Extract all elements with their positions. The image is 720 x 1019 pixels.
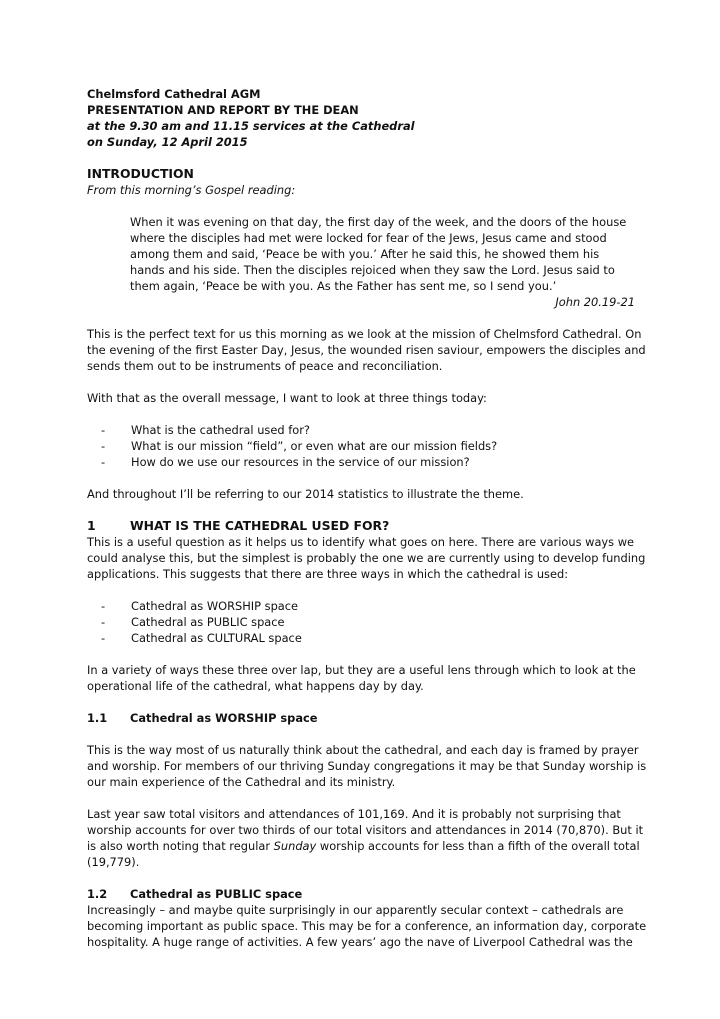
text-run: worship accounts for less than a fifth of the overall total (19,779). (87, 839, 640, 869)
document-header (87, 86, 647, 150)
section-title: WHAT IS THE CATHEDRAL USED FOR? (130, 518, 390, 533)
header-services: at the 9.30 am and 11.15 services at the Cathedral (87, 119, 415, 133)
section-1-1-paragraph-2 (87, 806, 647, 870)
header-date: on Sunday, 12 April 2015 (87, 135, 248, 149)
list-item: - Cathedral as PUBLIC space (101, 614, 647, 630)
section-1-2-paragraph-1: Increasingly – and maybe quite surprisingly in our apparently secular context – cathedrals are becoming important as public space. This may be for a conference, an information day, corporate hospitality. A huge range of activities. A few years’ ago the nave of Liverpool Cathedral was the (87, 903, 647, 949)
section-number: 1.1 (87, 711, 108, 725)
section-1-2-heading (87, 886, 647, 902)
emphasis-text: Sunday (273, 839, 317, 853)
intro-subheading: From this morning’s Gospel reading: (87, 183, 296, 197)
gospel-quote: When it was evening on that day, the first day of the week, and the doors of the house where the disciples had met were locked for fear of the Jews, Jesus came and stood among them and said, ‘Peace be with you.’ After he said this, he showed them his hands and his side. Then the disciples rejoiced when they saw the Lord. Jesus said to them again, ‘Peace be with you. As the Father has sent me, so I send you.’ (130, 215, 627, 293)
intro-paragraph-1: This is the perfect text for us this morning as we look at the mission of Chelmsford Cathedral. On the evening of the first Easter Day, Jesus, the wounded risen saviour, empowers the disciples and sends them out to be instruments of peace and reconciliation. (87, 327, 646, 373)
list-item: - How do we use our resources in the service of our mission? (101, 454, 647, 470)
questions-list (87, 422, 647, 470)
uses-list (87, 598, 647, 646)
gospel-reference: John 20.19-21 (555, 295, 635, 309)
section-1-paragraph-1: This is a useful question as it helps us to identify what goes on here. There are various ways we could analyse this, but the simplest is probably the one we are currently using to develop funding applications. This suggests that there are three ways in which the cathedral is used: (87, 535, 646, 581)
list-item: - Cathedral as CULTURAL space (101, 630, 647, 646)
section-1-1-paragraph-1: This is the way most of us naturally think about the cathedral, and each day is framed by prayer and worship. For members of our thriving Sunday congregations it may be that Sunday worship is our main experience of the Cathedral and its ministry. (87, 743, 647, 789)
intro-paragraph-3: And throughout I’ll be referring to our 2014 statistics to illustrate the theme. (87, 487, 524, 501)
text-run: Last year saw total visitors and attendances of 101,169. And it is probably not surprising that worship accounts for over two thirds of our total visitors and attendances in 2014 (70,870). But it is also worth noting that regular (87, 807, 644, 853)
document-page (87, 86, 647, 950)
section-number: 1.2 (87, 887, 108, 901)
intro-heading: INTRODUCTION (87, 166, 194, 181)
section-title: Cathedral as PUBLIC space (130, 887, 303, 901)
section-1-heading (87, 518, 647, 534)
list-item: - What is the cathedral used for? (101, 422, 647, 438)
section-title: Cathedral as WORSHIP space (130, 711, 318, 725)
list-item: - What is our mission “field”, or even what are our mission fields? (101, 438, 647, 454)
header-title: Chelmsford Cathedral AGM (87, 87, 261, 101)
section-1-1-heading (87, 710, 647, 726)
section-number: 1 (87, 518, 96, 533)
header-subtitle: PRESENTATION AND REPORT BY THE DEAN (87, 103, 359, 117)
list-item: - Cathedral as WORSHIP space (101, 598, 647, 614)
section-1-paragraph-2: In a variety of ways these three over lap, but they are a useful lens through which to look at the operational life of the cathedral, what happens day by day. (87, 663, 636, 693)
intro-paragraph-2: With that as the overall message, I want to look at three things today: (87, 391, 487, 405)
